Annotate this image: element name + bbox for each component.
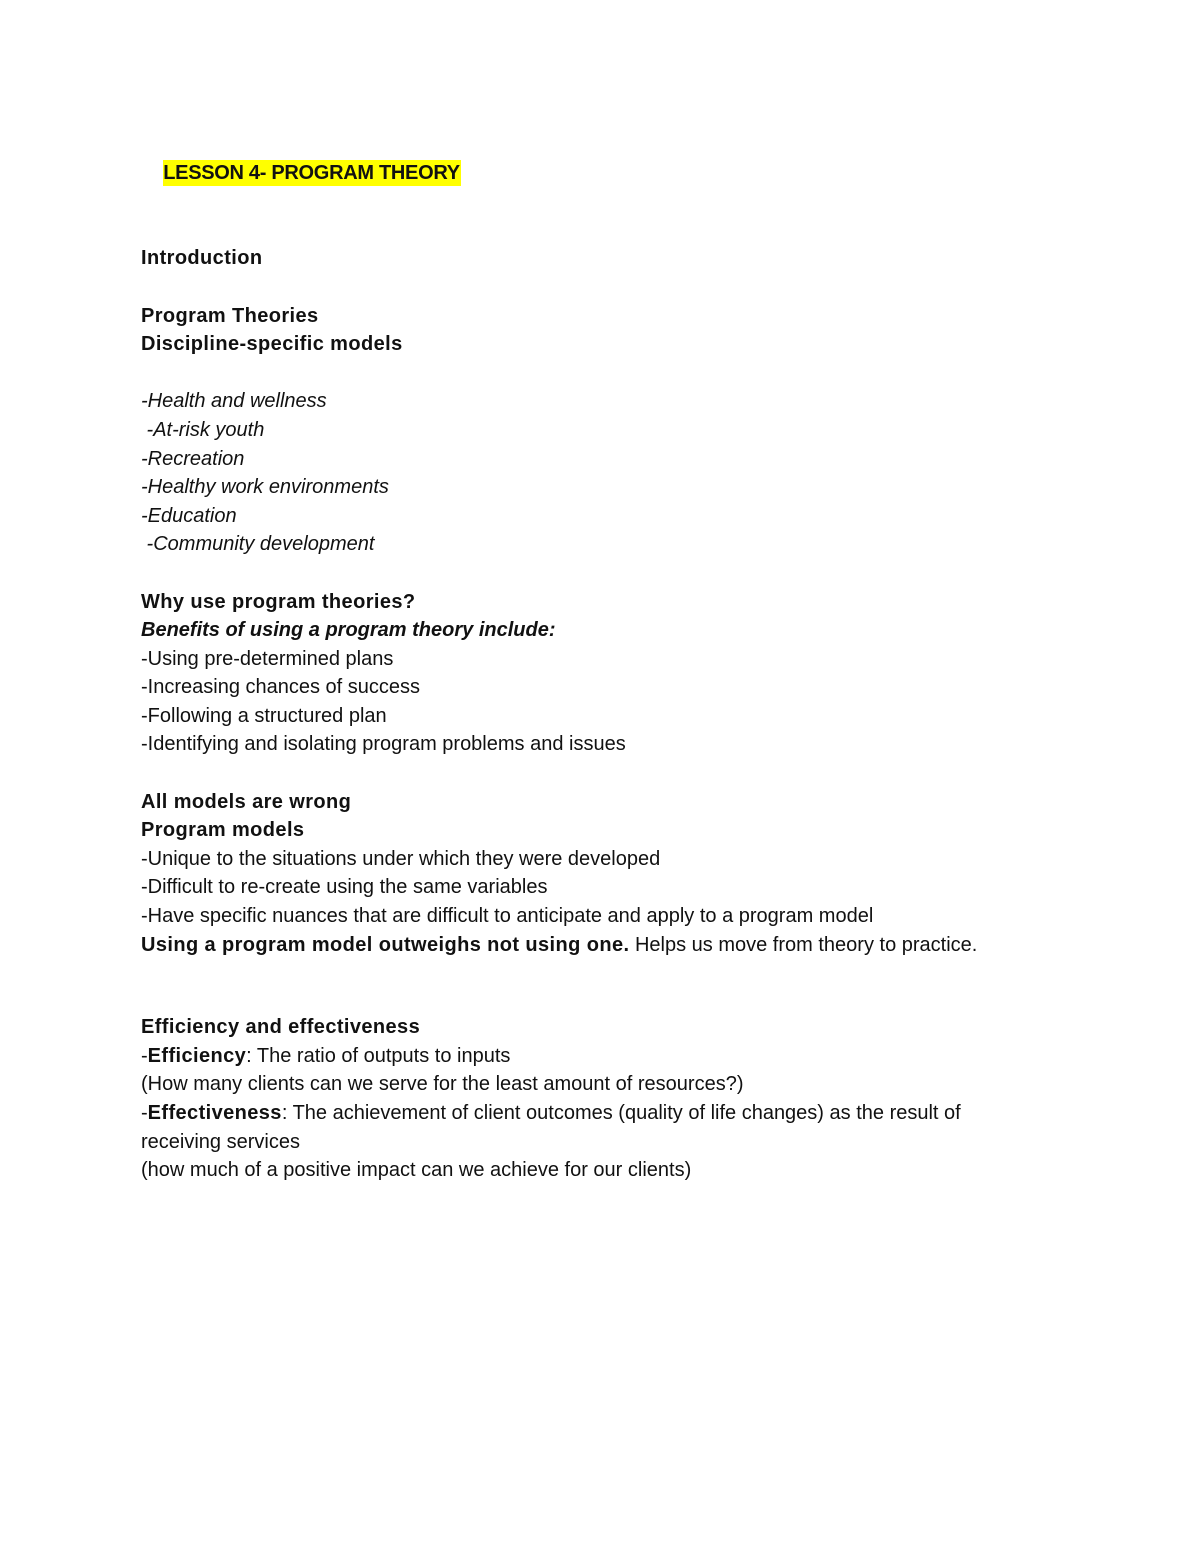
list-item: -Unique to the situations under which they were developed: [141, 847, 661, 870]
effectiveness-note: (how much of a positive impact can we achieve for our clients): [141, 1159, 692, 1182]
list-item: -Difficult to re-create using the same variables: [141, 876, 548, 899]
spacer: [141, 959, 1041, 1013]
effectiveness-def: : The achievement of client outcomes (quality of life changes) as the result of receiving services: [141, 1102, 961, 1153]
why-use-heading: Why use program theories?: [141, 590, 416, 613]
efficiency-note: (How many clients can we serve for the least amount of resources?): [141, 1073, 744, 1096]
spacer: [141, 216, 1041, 245]
effectiveness-definition: [141, 1099, 1041, 1156]
title-line: [141, 130, 1041, 216]
list-item: -Increasing chances of success: [141, 676, 421, 699]
introduction-heading: Introduction: [141, 247, 263, 270]
effectiveness-term: Effectiveness: [147, 1102, 282, 1124]
conclusion-bold: Using a program model outweighs not using one.: [141, 933, 630, 956]
conclusion-line: [141, 931, 1041, 960]
list-item: -Following a structured plan: [141, 704, 387, 727]
all-models-heading: All models are wrong: [141, 790, 352, 813]
efficiency-def: : The ratio of outputs to inputs: [246, 1044, 511, 1067]
list-item: -Education: [141, 504, 237, 527]
list-item: -Have specific nuances that are difficult to anticipate and apply to a program model: [141, 905, 874, 928]
list-item: -Recreation: [141, 447, 245, 470]
list-item: -Health and wellness: [141, 390, 327, 413]
list-item: -Healthy work environments: [141, 476, 389, 499]
dash: -: [141, 1044, 148, 1067]
list-item: -Community development: [141, 533, 375, 556]
program-theories-heading: Program Theories: [141, 304, 319, 327]
spacer: [141, 759, 1041, 788]
list-item: -Using pre-determined plans: [141, 647, 394, 670]
list-item: -At-risk youth: [141, 418, 265, 441]
document-page: [141, 130, 1041, 1185]
discipline-models-subheading: Discipline-specific models: [141, 333, 403, 356]
spacer: [141, 273, 1041, 302]
benefits-subheading: Benefits of using a program theory include:: [141, 619, 556, 642]
lesson-title: LESSON 4- PROGRAM THEORY: [163, 161, 460, 184]
list-item: -Identifying and isolating program problems and issues: [141, 733, 626, 756]
efficiency-heading: Efficiency and effectiveness: [141, 1016, 421, 1039]
program-models-subheading: Program models: [141, 819, 305, 842]
dash: -: [141, 1102, 148, 1124]
conclusion-rest: Helps us move from theory to practice.: [629, 933, 978, 956]
spacer: [141, 359, 1041, 388]
efficiency-term: Efficiency: [147, 1044, 247, 1067]
efficiency-definition: [141, 1042, 1041, 1071]
spacer: [141, 559, 1041, 588]
